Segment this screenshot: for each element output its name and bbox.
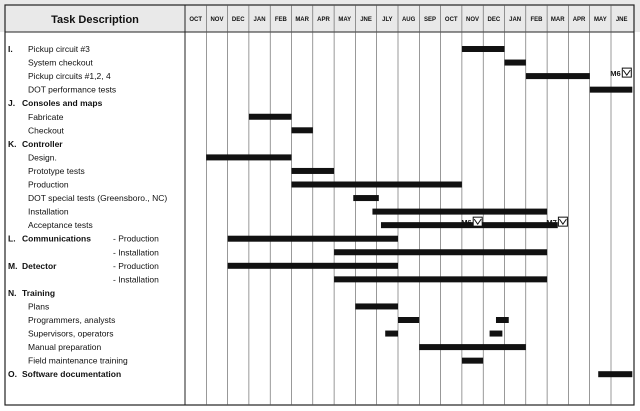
milestone-box-icon [622, 68, 631, 77]
subtask-label: - Production [113, 233, 159, 244]
schedule-bar [228, 236, 398, 242]
section-code: O. [8, 369, 17, 380]
month-label: OCT [444, 17, 458, 23]
schedule-bar [505, 60, 526, 66]
section-code: K. [8, 138, 17, 149]
task-label: Fabricate [28, 111, 64, 122]
schedule-bar [419, 344, 526, 350]
section-label: Training [22, 287, 56, 298]
schedule-bar [598, 371, 632, 377]
month-label: MAY [593, 17, 607, 23]
task-label: Checkout [28, 125, 64, 136]
milestone-box-icon [473, 217, 482, 226]
month-label: JNE [360, 17, 372, 23]
subtask-label: - Installation [113, 247, 159, 258]
month-label: APR [572, 17, 586, 23]
task-label: Design. [28, 152, 57, 163]
schedule-bar [334, 249, 547, 255]
schedule-bar [372, 209, 547, 215]
milestone-box-icon [558, 217, 567, 226]
task-label: Supervisors, operators [28, 328, 114, 339]
month-header [189, 17, 627, 23]
task-label: Manual preparation [28, 342, 102, 353]
schedule-bar [496, 317, 509, 323]
task-label: Pickup circuits #1,2, 4 [28, 71, 111, 82]
schedule-bar [385, 331, 398, 337]
task-label: Installation [28, 206, 69, 217]
month-label: JNE [615, 17, 628, 23]
month-grid [206, 5, 611, 405]
section-label: Communications [22, 233, 91, 244]
schedule-bar [206, 154, 291, 160]
section-label: Controller [22, 138, 63, 149]
schedule-bar [228, 263, 398, 269]
month-label: APR [317, 17, 330, 23]
schedule-bar [398, 317, 419, 323]
month-label: FEB [274, 17, 287, 23]
task-labels [8, 44, 167, 379]
schedule-bar [292, 168, 335, 174]
section-label: Pickup circuit #3 [28, 44, 90, 54]
month-label: JLY [382, 17, 393, 23]
month-label: SEP [423, 17, 436, 23]
month-label: NOV [466, 17, 480, 23]
task-label: Acceptance tests [28, 220, 93, 231]
subtask-label: - Production [113, 260, 159, 271]
milestone-label: M7 [546, 218, 557, 228]
schedule-bar [462, 358, 483, 364]
month-label: JAN [509, 17, 522, 23]
schedule-bar [292, 127, 313, 133]
month-label: MAY [338, 17, 352, 23]
milestone-label: M6 [610, 69, 621, 79]
task-label: DOT special tests (Greensboro., NC) [28, 193, 168, 204]
month-label: AUG [401, 17, 416, 23]
section-code: I. [8, 44, 13, 54]
schedule-bar [490, 331, 503, 337]
schedule-bar [334, 276, 547, 282]
month-label: MAR [295, 17, 309, 23]
schedule-bar [355, 303, 398, 309]
task-label: Field maintenance training [28, 355, 128, 366]
month-label: JAN [253, 17, 266, 23]
month-label: DEC [487, 17, 501, 23]
schedule-bar [590, 87, 633, 93]
month-label: OCT [189, 17, 202, 23]
task-label: Programmers, analysts [28, 315, 116, 325]
section-label: Consoles and maps [22, 98, 103, 109]
month-label: DEC [231, 17, 245, 23]
task-label: Prototype tests [28, 165, 85, 176]
schedule-bar [353, 195, 379, 201]
section-code: J. [8, 98, 16, 109]
section-code: M. [8, 260, 18, 271]
task-label: Plans [28, 301, 50, 312]
section-code: L. [8, 233, 16, 244]
schedule-bar [526, 73, 590, 79]
task-label: DOT performance tests [28, 84, 117, 95]
task-label: System checkout [28, 57, 93, 68]
month-label: NOV [210, 17, 224, 23]
schedule-bar [462, 46, 505, 52]
month-label: MAR [550, 17, 565, 23]
schedule-bar [249, 114, 292, 120]
section-label: Software documentation [22, 369, 122, 380]
task-label: Production [28, 179, 69, 190]
section-code: N. [8, 287, 17, 298]
header-title: Task Description [51, 14, 139, 26]
schedule-bar [292, 182, 462, 188]
milestone-label: M6 [461, 218, 472, 228]
subtask-label: - Installation [113, 274, 159, 285]
month-label: FEB [530, 17, 543, 23]
section-label: Detector [22, 260, 57, 271]
